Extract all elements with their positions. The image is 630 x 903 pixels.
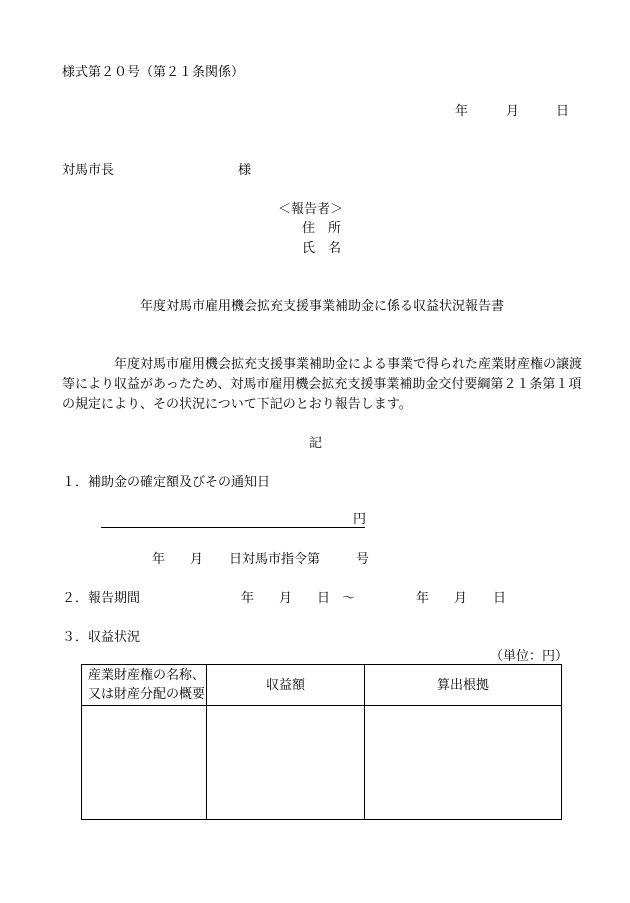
form-number: 様式第２０号（第２１条関係） [62, 65, 245, 80]
yen-label: 円 [353, 512, 367, 527]
period-to-year: 年 [416, 591, 430, 606]
period-to-month: 月 [454, 591, 468, 606]
col-header-calculation-basis: 算出根拠 [365, 665, 562, 706]
addressee-suffix: 様 [238, 163, 252, 178]
reporter-name-label: 氏 名 [302, 241, 342, 256]
date-month: 月 [506, 104, 520, 119]
addressee-name: 対馬市長 [62, 163, 115, 178]
unit-label: （単位：円） [490, 649, 569, 664]
date-year: 年 [455, 104, 469, 119]
reporter-label: ＜報告者＞ [278, 202, 344, 217]
period-to-day: 日 [493, 591, 507, 606]
body-line-1: 年度対馬市雇用機会拡充支援事業補助金による事業で得られた産業財産権の譲渡 [114, 357, 583, 372]
reporter-address-label: 住 所 [302, 221, 342, 236]
period-tilde: ～ [342, 591, 356, 606]
body-line-3: の規定により、その状況について下記のとおり報告します。 [62, 397, 412, 412]
col-header-property-name: 産業財産権の名称、 又は財産分配の概要 [82, 665, 207, 706]
cell-income-amount[interactable] [207, 706, 365, 820]
table-row [82, 706, 562, 820]
period-from-year: 年 [241, 591, 255, 606]
document-title: 年度対馬市雇用機会拡充支援事業補助金に係る収益状況報告書 [140, 299, 505, 314]
amount-underline [101, 527, 365, 528]
section-3-heading: ３．収益状況 [62, 630, 141, 645]
col-header-income-amount: 収益額 [207, 665, 365, 706]
section-2-heading: ２．報告期間 [62, 591, 141, 606]
notice-year: 年 [152, 552, 166, 567]
section-1-heading: １．補助金の確定額及びその通知日 [62, 475, 271, 490]
income-table [81, 664, 562, 820]
notice-month: 月 [190, 552, 204, 567]
body-line-2: 等により収益があったため、対馬市雇用機会拡充支援事業補助金交付要綱第２１条第１項 [62, 377, 582, 392]
cell-calculation-basis[interactable] [365, 706, 562, 820]
table-header-row [82, 665, 562, 706]
period-from-day: 日 [317, 591, 331, 606]
ki-label: 記 [309, 436, 323, 451]
date-day: 日 [556, 104, 570, 119]
notice-number: 号 [356, 552, 370, 567]
notice-day-city: 日対馬市指令第 [229, 552, 321, 567]
cell-property-name[interactable] [82, 706, 207, 820]
period-from-month: 月 [279, 591, 293, 606]
